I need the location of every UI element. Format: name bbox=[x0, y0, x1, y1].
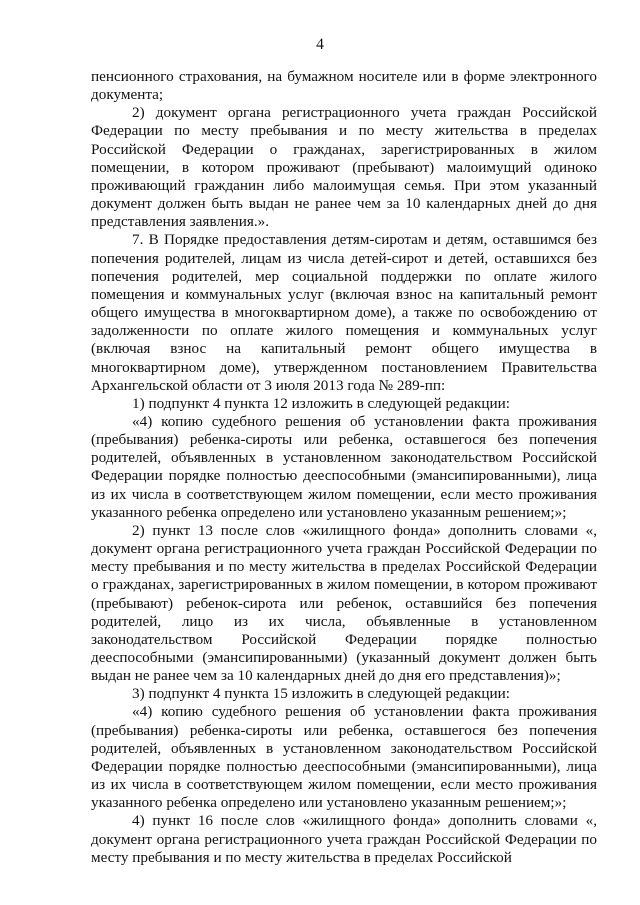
document-body bbox=[91, 68, 597, 867]
paragraph-continuation: пенсионного страхования, на бумажном носителе или в форме электронного документа; bbox=[91, 68, 597, 104]
paragraph-section-7-orphans-procedure: 7. В Порядке предоставления детям-сиротам и детям, оставшимся без попечения родителей, лицам из числа детей-сирот и детей, оставшихся без попечения родителей, мер социальной поддержки по оплате жилого помещения и коммунальных услуг (включая взнос на капитальный ремонт общего имущества в многоквартирном доме), а также по освобождению от задолженности по оплате жилого помещения и коммунальных услуг (включая взнос на капитальный ремонт общего имущества в многоквартирном доме), утвержденном постановлением Правительства Архангельской области от 3 июля 2013 года № 289-пп: bbox=[91, 231, 597, 394]
paragraph-quote-subitem-4-court-decision-repeat: «4) копию судебного решения об установлении факта проживания (пребывания) ребенка-сироты или ребенка, оставшегося без попечения родителей, объявленных в установленном законодательством Российской Федерации порядке полностью дееспособными (эмансипированными), лица из их числа в соответствующем жилом помещении, если место проживания указанного ребенка определено или установлено указанным решением;»; bbox=[91, 703, 597, 812]
paragraph-subitem-1: 1) подпункт 4 пункта 12 изложить в следующей редакции: bbox=[132, 394, 511, 412]
paragraph-item-2-registration-document: 2) документ органа регистрационного учета граждан Российской Федерации по месту пребывания и по месту жительства в пределах Российской Федерации о гражданах, зарегистрированных в жилом помещении, в котором проживают (пребывают) малоимущий одиноко проживающий гражданин либо малоимущая семья. При этом указанный документ должен быть выдан не ранее чем за 10 календарных дней до дня представления заявления.». bbox=[91, 104, 597, 231]
page-number: 4 bbox=[316, 36, 324, 53]
paragraph-subitem-3: 3) подпункт 4 пункта 15 изложить в следующей редакции: bbox=[132, 685, 511, 703]
paragraph-subitem-4-point-16: 4) пункт 16 после слов «жилищного фонда» дополнить словами «, документ органа регистрационного учета граждан Российской Федерации по месту пребывания и по месту жительства в пределах Российской bbox=[91, 812, 597, 866]
paragraph-quote-subitem-4-court-decision: «4) копию судебного решения об установлении факта проживания (пребывания) ребенка-сироты или ребенка, оставшегося без попечения родителей, объявленных в установленном законодательством Российской Федерации порядке полностью дееспособными (эмансипированными), лица из их числа в соответствующем жилом помещении, если место проживания указанного ребенка определено или установлено указанным решением;»; bbox=[91, 412, 597, 521]
paragraph-subitem-2-point-13: 2) пункт 13 после слов «жилищного фонда» дополнить словами «, документ органа регистрационного учета граждан Российской Федерации по месту пребывания и по месту жительства в пределах Российской Федерации о гражданах, зарегистрированных в жилом помещении, в котором проживают (пребывают) ребенок-сирота или ребенок, оставшийся без попечения родителей, лицо из их числа, объявленные в установленном законодательством Российской Федерации порядке полностью дееспособными (эмансипированными) (указанный документ должен быть выдан не ранее чем за 10 календарных дней до дня его представления)»; bbox=[91, 521, 597, 685]
